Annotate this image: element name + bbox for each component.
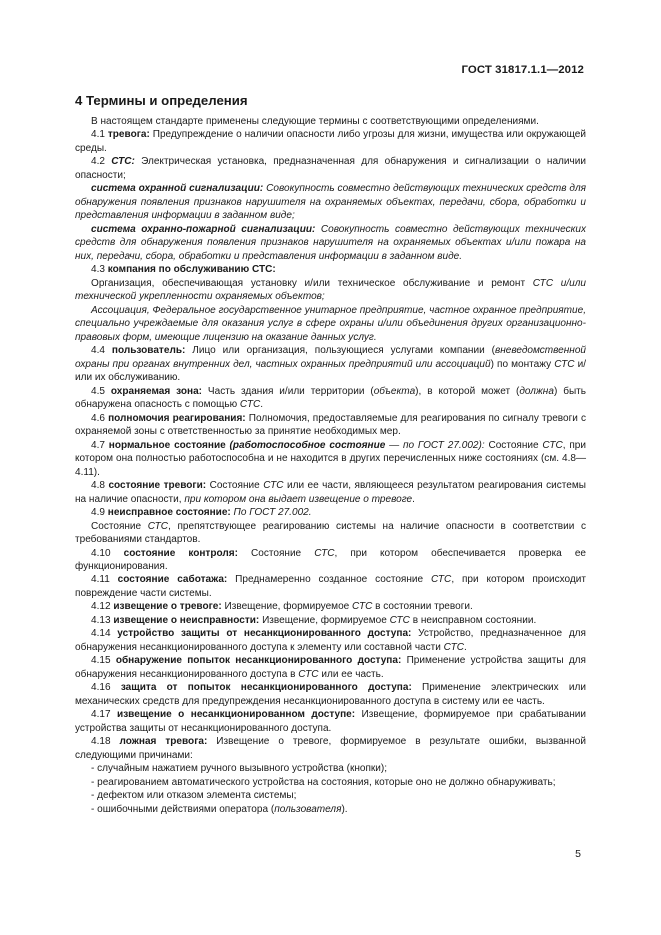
term-number: 4.9 <box>91 507 108 519</box>
term-4-11 <box>75 573 586 600</box>
term-definition: , при котором происходит повреждение части системы. <box>75 574 586 599</box>
term-definition: Извещение, формируемое <box>221 601 353 613</box>
term-definition: в неисправном состоянии. <box>409 614 537 626</box>
term-number: 4.8 <box>91 480 109 492</box>
term-number: 4.2 <box>91 156 112 168</box>
term-definition: Устройство, предназначенное для обнаружения несанкционированного доступа к элементу или составной части <box>75 628 586 653</box>
term-4-17 <box>75 708 586 735</box>
term-4-3 <box>75 263 586 276</box>
term-number: 4.16 <box>91 682 121 694</box>
term-definition: Преднамеренно созданное состояние <box>227 574 431 586</box>
term-definition-italic: СТС <box>352 601 373 613</box>
term-definition: Применение устройства защиты для обнаружения несанкционированного доступа в <box>75 655 586 680</box>
list-item <box>75 803 586 816</box>
term-definition: Извещение, формируемое при срабатывании устройства защиты от несанкционированного доступа. <box>75 709 586 734</box>
term-definition: и/или их обслуживанию. <box>75 358 586 384</box>
term-number: 4.3 <box>91 264 108 276</box>
list-item-text: - ошибочными действиями оператора ( <box>91 803 275 815</box>
term-definition-italic: СТС и/или технической укрепленности охраняемых объектов; <box>75 277 587 303</box>
term-4-2 <box>75 155 586 182</box>
term-definition: Состояние <box>237 547 315 559</box>
term-name: полномочия реагирования: <box>108 412 246 424</box>
term-name: извещение о неисправности: <box>113 614 260 626</box>
term-definition: Состояние <box>206 480 264 492</box>
term-name: охраняемая зона: <box>110 385 202 397</box>
term-definition-italic: объекта <box>373 385 416 397</box>
term-4-13 <box>75 614 586 627</box>
term-name: состояние саботажа: <box>117 574 228 586</box>
term-synonym: (работоспособное состояние <box>225 439 386 451</box>
term-name: пользователь: <box>111 345 186 357</box>
term-4-12 <box>75 600 586 613</box>
term-definition: , при котором обеспечивается проверка ее функционирования. <box>75 547 586 572</box>
term-4-9 <box>75 506 586 519</box>
term-4-6 <box>75 412 586 439</box>
term-4-1 <box>75 128 586 155</box>
term-4-18 <box>75 735 586 762</box>
term-definition: , препятствующее реагированию системы на наличие опасности в соответствии с требованиями стандартов. <box>75 520 586 546</box>
term-number: 4.17 <box>91 709 118 721</box>
term-4-5 <box>75 385 586 412</box>
term-reference: По ГОСТ 27.002. <box>230 507 312 519</box>
term-definition-italic: СТС <box>542 439 563 451</box>
term-number: 4.12 <box>91 601 114 613</box>
term-number: 4.4 <box>91 345 112 357</box>
term-number: 4.5 <box>91 385 111 397</box>
list-item: - дефектом или отказом элемента системы; <box>91 790 297 802</box>
term-number: 4.15 <box>91 655 116 667</box>
term-definition-italic: СТС <box>443 641 464 653</box>
term-definition: Электрическая установка, предназначенная для обнаружения и сигнализации о наличии опасности; <box>75 156 586 181</box>
term-4-8 <box>75 479 586 506</box>
term-4-2-b <box>75 223 586 263</box>
term-number: 4.1 <box>91 129 108 141</box>
term-definition-italic: вневедомственной охраны при органах внутренних дел, частных охранных предприятий или ассоциаций <box>75 345 586 370</box>
term-definition: в состоянии тревоги. <box>372 601 473 613</box>
term-4-2-a <box>75 182 586 222</box>
list-item: - случайным нажатием ручного вызывного устройства (кнопки); <box>91 763 388 775</box>
term-4-16 <box>75 681 586 708</box>
list-item-italic: пользователя <box>274 803 342 815</box>
term-definition-italic: СТС <box>239 399 261 411</box>
term-definition-italic: СТС <box>263 480 284 492</box>
term-definition: Предупреждение о наличии опасности либо угрозы для жизни, имущества или окружающей среды. <box>75 129 586 154</box>
term-name: защита от попыток несанкционированного доступа: <box>120 682 412 694</box>
term-definition: Совокупность совместно действующих технических средств для обнаружения появления признаков нарушителя на охраняемых объектах, передачи, сбора, обработки и представления информации в заданном виде; <box>75 183 587 222</box>
section-body <box>75 115 586 816</box>
term-definition-italic: СТС <box>147 520 169 532</box>
term-definition: Извещение о тревоге, формируемое в результате ошибки, вызванной следующими причинами: <box>75 736 586 761</box>
term-name: неисправное состояние: <box>107 507 231 519</box>
term-number: 4.7 <box>91 439 109 451</box>
term-definition: , при котором она полностью работоспособна и не находится в других перечисленных ниже состояниях (см. 4.8—4.11). <box>75 439 587 478</box>
term-definition: ), в которой может ( <box>415 385 520 397</box>
term-name: система охранно-пожарной сигнализации: <box>91 223 316 235</box>
term-number: 4.18 <box>91 736 120 748</box>
term-4-10 <box>75 547 586 574</box>
term-definition-italic: СТС <box>389 614 410 626</box>
term-4-9-def <box>75 520 586 547</box>
document-code: ГОСТ 31817.1.1—2012 <box>461 64 584 76</box>
term-definition: Совокупность совместно действующих технических средств для обнаружения появления признаков нарушителя на охраняемых объектах и/или пожара на них, передачи, сбора, обработки и представления информации в заданном виде. <box>75 223 586 262</box>
term-definition: . <box>260 399 264 411</box>
term-definition: или ее части, являющееся результатом реагирования системы на наличие опасности, <box>75 480 586 505</box>
term-4-4 <box>75 344 586 384</box>
term-definition: или ее часть. <box>318 668 384 680</box>
term-name: состояние тревоги: <box>108 480 207 492</box>
section-title: 4 Термины и определения <box>75 93 248 108</box>
term-name: обнаружение попыток несанкционированного доступа: <box>115 655 402 667</box>
page-number: 5 <box>575 848 581 860</box>
term-4-3-def-1 <box>75 277 586 304</box>
term-definition: ) быть обнаружена опасность с помощью <box>75 385 587 411</box>
intro-paragraph: В настоящем стандарте применены следующие термины с соответствующими определениями. <box>91 116 539 127</box>
term-definition: Применение электрических или механических средств для предупреждения несанкционированного доступа в систему или ее часть. <box>75 682 586 707</box>
term-4-7 <box>75 439 586 479</box>
term-name: компания по обслуживанию СТС: <box>107 264 276 276</box>
term-name: ложная тревога: <box>119 736 208 748</box>
term-number: 4.14 <box>91 628 118 640</box>
term-definition: . <box>464 641 467 653</box>
term-number: 4.11 <box>91 574 118 586</box>
term-name: устройство защиты от несанкционированного доступа: <box>117 628 412 640</box>
term-name: тревога: <box>107 129 150 141</box>
term-definition: Извещение, формируемое <box>259 614 390 626</box>
term-definition-italic: СТС <box>554 358 575 370</box>
term-definition: Состояние <box>484 439 543 451</box>
term-definition: Часть здания и/или территории ( <box>202 385 374 397</box>
term-number: 4.6 <box>91 412 109 424</box>
term-definition-italic: должна <box>519 385 554 397</box>
term-definition-italic: СТС <box>430 574 452 586</box>
term-definition: Полномочия, предоставляемые для реагирования по сигналу тревоги с охраняемой зоны с ответственностью за принятие необходимых мер. <box>75 412 586 438</box>
term-number: 4.10 <box>91 547 124 559</box>
list-item-text: ). <box>341 803 348 815</box>
term-name: извещение о тревоге: <box>113 601 222 613</box>
term-definition: Лицо или организация, пользующиеся услугами компании ( <box>185 345 495 357</box>
term-4-3-def-2: Ассоциация, Федеральное государственное унитарное предприятие, частное охранное предприятие, специально учреждаемые для оказания услуг в сфере охраны и/или объединения других организационно-правовых форм, имеющие лицензию на оказание данных услуг. <box>75 304 586 343</box>
term-name: система охранной сигнализации: <box>91 183 264 195</box>
term-number: 4.13 <box>91 614 114 626</box>
term-definition-italic: при котором она выдает извещение о тревоге <box>184 493 413 505</box>
term-definition: Состояние <box>91 520 148 532</box>
term-name: состояние контроля: <box>123 547 238 559</box>
term-definition: . <box>412 493 415 505</box>
term-name: извещение о несанкционированном доступе: <box>117 709 356 721</box>
term-definition: Организация, обеспечивающая установку и/или техническое обслуживание и ремонт <box>91 277 533 289</box>
term-definition: ) по монтажу <box>490 358 555 370</box>
term-name: СТС: <box>111 156 135 168</box>
term-reference: — по ГОСТ 27.002): <box>385 439 485 451</box>
term-name: нормальное состояние <box>108 439 226 451</box>
term-definition-italic: СТС <box>314 547 335 559</box>
term-4-14 <box>75 627 586 654</box>
term-4-15 <box>75 654 586 681</box>
term-definition-italic: СТС <box>298 668 319 680</box>
list-item: - реагированием автоматического устройства на состояния, которые оно не должно обнаруживать; <box>91 776 556 788</box>
